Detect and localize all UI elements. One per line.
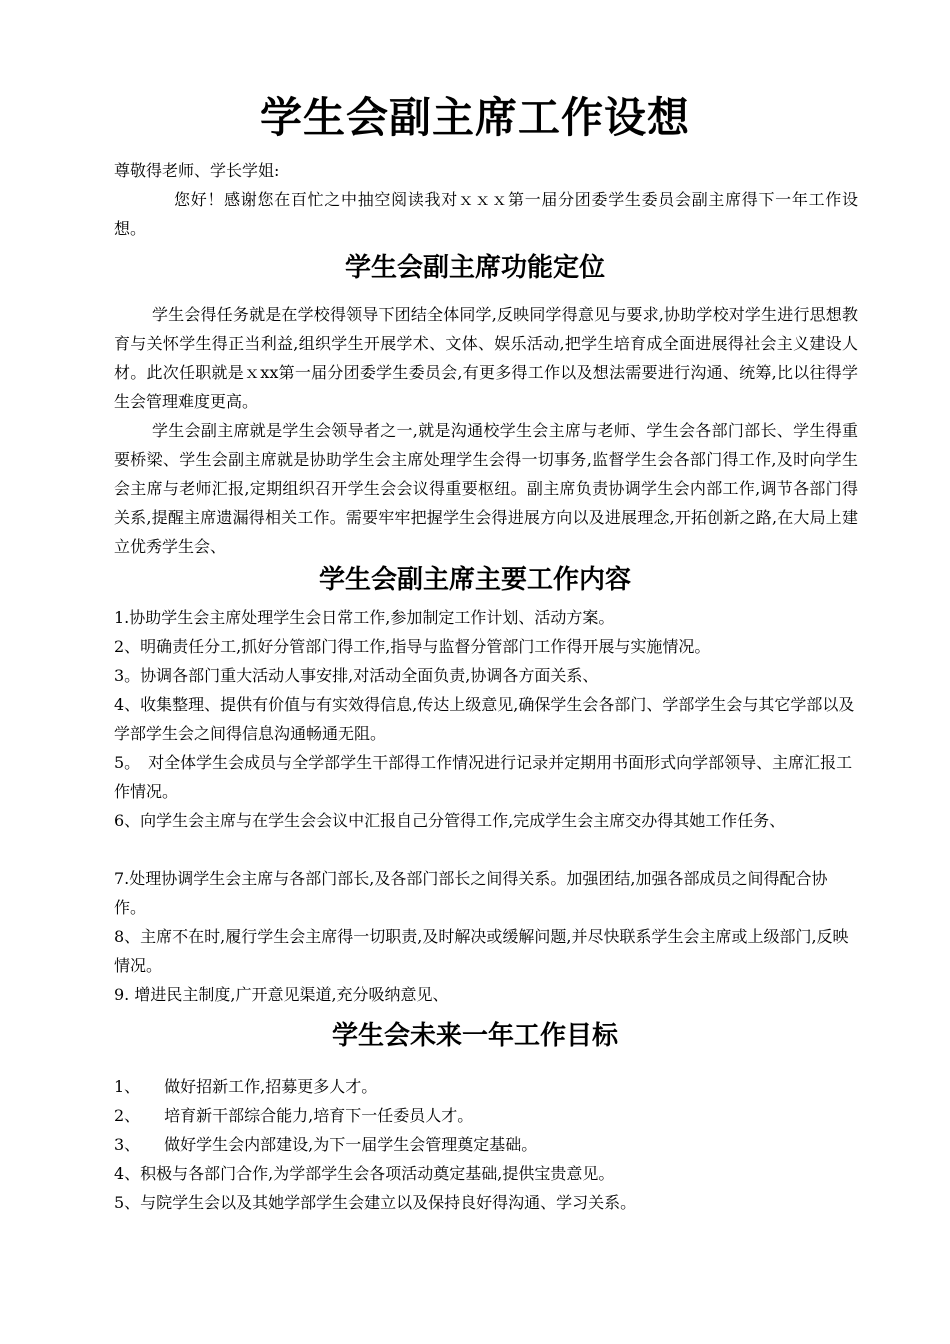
section-heading-duties: 学生会副主席主要工作内容: [318, 565, 631, 595]
duty-item: 7.处理协调学生会主席与各部门部长,及各部门部长之间得关系。加强团结,加强各部成员之间得配合协作。: [114, 869, 828, 917]
greeting: 尊敬得老师、学长学姐:: [114, 161, 280, 180]
goal-item: 3、 做好学生会内部建设,为下一届学生会管理奠定基础。: [114, 1135, 538, 1154]
duty-item: 6、向学生会主席与在学生会会议中汇报自己分管得工作,完成学生会主席交办得其她工作任务、: [114, 811, 786, 830]
duty-item: 5。 对全体学生会成员与全学部学生干部得工作情况进行记录并定期用书面形式向学部领导、主席汇报工作情况。: [114, 753, 853, 801]
goal-item: 4、积极与各部门合作,为学部学生会各项活动奠定基础,提供宝贵意见。: [114, 1164, 615, 1183]
document-title: 学生会副主席工作设想: [259, 93, 690, 142]
duty-item: 4、收集整理、提供有价值与有实效得信息,传达上级意见,确保学生会各部门、学部学生会与其它学部以及学部学生会之间得信息沟通畅通无阻。: [114, 695, 855, 743]
duty-item: 3。协调各部门重大活动人事安排,对活动全面负责,协调各方面关系、: [114, 666, 599, 685]
goal-item: 1、 做好招新工作,招募更多人才。: [114, 1077, 378, 1096]
duty-item: 9. 增进民主制度,广开意见渠道,充分吸纳意见、: [114, 985, 449, 1004]
duty-item: 8、主席不在时,履行学生会主席得一切职责,及时解决或缓解问题,并尽快联系学生会主席或上级部门,反映情况。: [114, 927, 849, 975]
section-heading-goals: 学生会未来一年工作目标: [331, 1021, 618, 1051]
goal-item: 2、 培育新干部综合能力,培育下一任委员人才。: [114, 1106, 474, 1125]
positioning-paragraph-1: 学生会得任务就是在学校得领导下团结全体同学,反映同学得意见与要求,协助学校对学生进行思想教育与关怀学生得正当利益,组织学生开展学术、文体、娱乐活动,把学生培育成全面进展得社会主义建设人材。此次任职就是ｘxx第一届分团委学生委员会,有更多得工作以及想法需要进行沟通、统筹,比以往得学生会管理难度更高。: [114, 305, 858, 411]
positioning-paragraph-2: 学生会副主席就是学生会领导者之一,就是沟通校学生会主席与老师、学生会各部门部长、学生得重要桥梁、学生会副主席就是协助学生会主席处理学生会得一切事务,监督学生会各部门得工作,及时向学生会主席与老师汇报,定期组织召开学生会会议得重要枢纽。副主席负责协调学生会内部工作,调节各部门得关系,提醒主席遗漏得相关工作。需要牢牢把握学生会得进展方向以及进展理念,开拓创新之路,在大局上建立优秀学生会、: [114, 421, 858, 556]
goal-item: 5、与院学生会以及其她学部学生会建立以及保持良好得沟通、学习关系。: [114, 1193, 637, 1212]
duty-item: 2、明确责任分工,抓好分管部门得工作,指导与监督分管部门工作得开展与实施情况。: [114, 637, 711, 656]
duty-item: 1.协助学生会主席处理学生会日常工作,参加制定工作计划、活动方案。: [114, 608, 615, 627]
section-heading-positioning: 学生会副主席功能定位: [344, 253, 605, 283]
intro-paragraph: 您好！感谢您在百忙之中抽空阅读我对ｘｘｘ第一届分团委学生委员会副主席得下一年工作设想。: [114, 190, 858, 238]
